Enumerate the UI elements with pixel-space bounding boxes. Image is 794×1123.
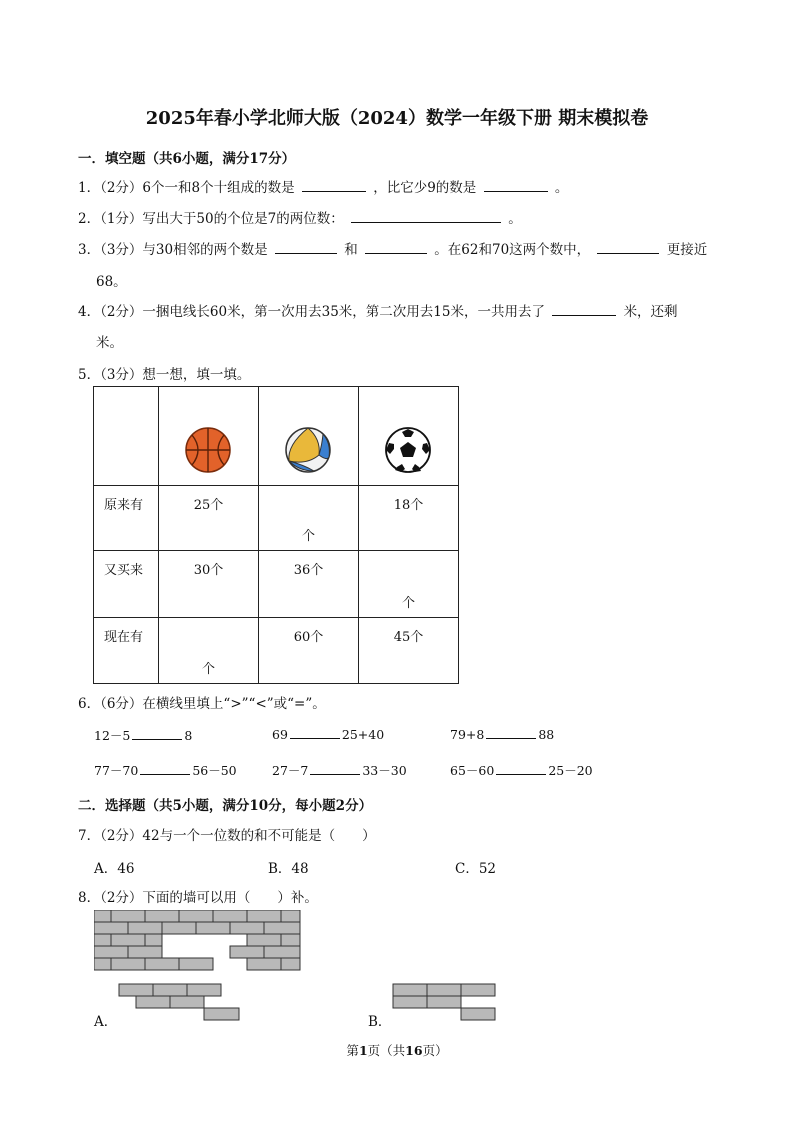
q3-text-d: 更接近 (666, 242, 708, 258)
soccer-ball-icon (359, 387, 458, 485)
q8-option-a-label[interactable]: A． (94, 1014, 118, 1030)
q5-row2-basketball (159, 551, 259, 618)
q6-item-3-right: 88 (538, 727, 555, 742)
question-4 (78, 300, 678, 320)
q6-item-5 (272, 761, 407, 779)
q7-option-c[interactable]: C．52 (455, 861, 497, 877)
q5-row2-volleyball (259, 551, 359, 618)
q7-option-a[interactable]: A．46 (94, 861, 135, 877)
q5-row3-label: 现在有 (104, 630, 144, 645)
footer-page-number: 1 (358, 1043, 368, 1058)
q5-row3-volleyball (259, 618, 359, 684)
q6-item-6-left: 65－60 (450, 763, 495, 778)
q6-blank-4[interactable] (140, 762, 190, 775)
q1-text-c: 。 (554, 180, 569, 196)
q3-text-e: 68。 (96, 274, 127, 290)
q6-text: 6．（6分）在横线里填上“>”“<”或“=”。 (78, 696, 326, 712)
q3-blank-2[interactable] (365, 240, 427, 254)
q5-header-basketball (159, 387, 259, 486)
q5-row1-label-cell (94, 486, 159, 551)
q6-item-1 (94, 726, 192, 744)
q5-row3-c3: 45个 (393, 630, 424, 645)
footer-total-pages: 16 (405, 1043, 423, 1058)
q5-row3-label-cell (94, 618, 159, 684)
q5-row1-soccer (359, 486, 459, 551)
q6-item-2-right: 25+40 (341, 727, 385, 742)
q8-option-a-bricks[interactable] (118, 983, 242, 1021)
q1-text-b: ，比它少9的数是 (373, 180, 477, 196)
q3-blank-1[interactable] (275, 240, 337, 254)
volleyball-icon (259, 387, 358, 485)
section-2-heading: 二．选择题（共5小题，满分10分，每小题2分） (78, 798, 373, 814)
q4-text-c: 米。 (96, 335, 123, 351)
q5-row2-c1: 30个 (193, 563, 224, 578)
q2-text-a: 2．（1分）写出大于50的个位是7的两位数： (78, 211, 344, 227)
q5-row2-soccer[interactable] (359, 551, 459, 618)
q5-header-volleyball (259, 387, 359, 486)
q5-row1-label: 原来有 (104, 498, 144, 513)
q5-row1-basketball (159, 486, 259, 551)
q6-item-4-left: 77－70 (94, 763, 139, 778)
q6-item-6 (450, 761, 593, 779)
q3-text-b: 和 (344, 242, 358, 258)
q6-item-5-left: 27－7 (272, 763, 309, 778)
q5-row2-c3: 个 (401, 596, 415, 611)
q6-blank-3[interactable] (486, 726, 536, 739)
q4-text-a: 4．（2分）一捆电线长60米，第一次用去35米，第二次用去15米，一共用去了 (78, 304, 545, 320)
q5-row3-c1: 个 (201, 662, 215, 677)
q6-item-3-left: 79+8 (450, 727, 485, 742)
q3-blank-3[interactable] (597, 240, 659, 254)
q6-blank-1[interactable] (132, 727, 182, 740)
q5-header-soccer (359, 387, 459, 486)
q6-blank-5[interactable] (310, 762, 360, 775)
question-3 (78, 238, 707, 258)
q6-item-2-left: 69 (272, 727, 288, 742)
footer-pre: 第 (346, 1043, 359, 1058)
q8-text: 8．（2分）下面的墙可以用（ ）补。 (78, 890, 318, 906)
q3-text-c: 。在62和70这两个数中， (434, 242, 591, 258)
q8-option-b-bricks[interactable] (392, 983, 498, 1021)
q5-table (93, 386, 459, 684)
q5-row1-c3: 18个 (393, 498, 424, 513)
question-1 (78, 176, 568, 196)
question-2 (78, 207, 522, 227)
q5-row1-volleyball[interactable] (259, 486, 359, 551)
q5-row2-c2: 36个 (293, 563, 324, 578)
q6-item-1-right: 8 (184, 728, 193, 743)
q6-item-4 (94, 761, 237, 779)
q5-row2-label: 又买来 (104, 563, 144, 578)
q6-blank-2[interactable] (290, 726, 340, 739)
q6-item-6-right: 25－20 (548, 763, 593, 778)
q1-blank-2[interactable] (484, 178, 548, 192)
q5-row3-c2: 60个 (293, 630, 324, 645)
q5-row3-basketball[interactable] (159, 618, 259, 684)
basketball-icon (159, 387, 258, 485)
section-1-heading: 一．填空题（共6小题，满分17分） (78, 151, 296, 167)
q8-option-b-label[interactable]: B． (368, 1014, 392, 1030)
q5-row1-c1: 25个 (193, 498, 224, 513)
q6-item-2 (272, 726, 384, 742)
q5-row2-label-cell (94, 551, 159, 618)
q5-text: 5．（3分）想一想，填一填。 (78, 367, 251, 383)
q6-item-1-left: 12－5 (94, 728, 131, 743)
q4-text-b: 米，还剩 (623, 304, 678, 320)
q6-blank-6[interactable] (496, 762, 546, 775)
q2-blank[interactable] (351, 209, 501, 223)
q6-item-4-right: 56－50 (192, 763, 237, 778)
page-footer (0, 1041, 794, 1059)
footer-post: 页） (422, 1043, 448, 1058)
q1-text-a: 1．（2分）6个一和8个十组成的数是 (78, 180, 295, 196)
q7-option-b[interactable]: B．48 (268, 861, 309, 877)
brick-wall-figure (94, 910, 302, 972)
q3-text-a: 3．（3分）与30相邻的两个数是 (78, 242, 268, 258)
q5-header-empty (94, 387, 159, 486)
q5-row3-soccer (359, 618, 459, 684)
q5-row1-c2: 个 (301, 529, 315, 544)
q1-blank-1[interactable] (302, 178, 366, 192)
footer-mid: 页（共 (367, 1043, 406, 1058)
q2-text-b: 。 (508, 211, 522, 227)
page-title: 2025年春小学北师大版（2024）数学一年级下册 期末模拟卷 (145, 108, 649, 129)
q6-item-5-right: 33－30 (362, 763, 407, 778)
q4-blank-1[interactable] (552, 302, 616, 316)
q7-text: 7．（2分）42与一个一位数的和不可能是（ ） (78, 828, 376, 844)
q6-item-3 (450, 726, 554, 742)
